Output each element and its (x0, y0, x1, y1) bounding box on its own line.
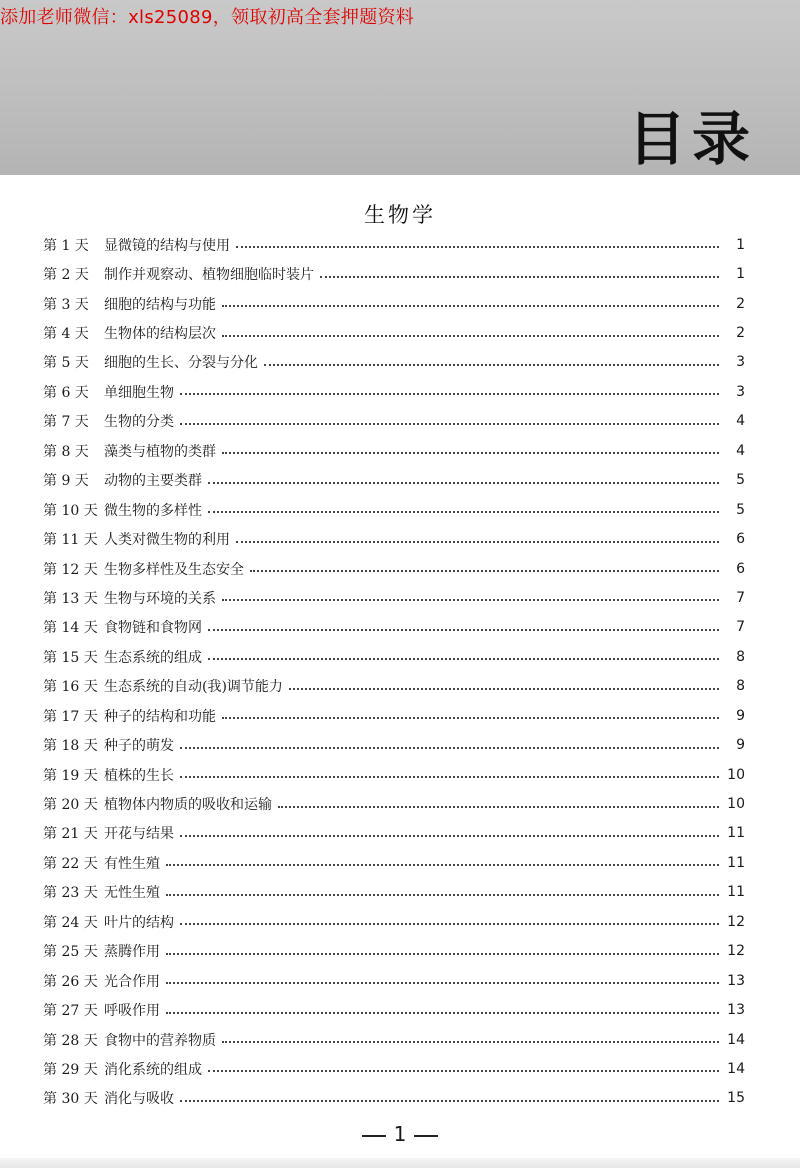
toc-topic: 呼吸作用 (104, 1003, 160, 1020)
toc-topic: 微生物的多样性 (104, 502, 202, 519)
toc-leader (222, 599, 719, 601)
toc-leader (208, 658, 719, 660)
toc-topic: 食物中的营养物质 (104, 1032, 216, 1049)
toc-day: 第 9 天 (43, 473, 89, 490)
toc-topic: 显微镜的结构与使用 (104, 237, 230, 254)
toc-topic: 种子的结构和功能 (104, 708, 216, 725)
toc-leader (222, 335, 719, 337)
toc-entry[interactable] (43, 995, 745, 1024)
toc-entry[interactable] (43, 407, 745, 436)
toc-leader (180, 747, 719, 749)
toc-page: 13 (727, 972, 745, 989)
toc-topic: 生物体的结构层次 (104, 326, 216, 343)
toc-leader (180, 835, 719, 837)
toc-entry[interactable] (43, 789, 745, 818)
toc-entry[interactable] (43, 1054, 745, 1083)
toc-page: 12 (727, 913, 745, 930)
toc-entry[interactable] (43, 701, 745, 730)
dash-left (362, 1135, 386, 1137)
toc-entry[interactable] (43, 730, 745, 759)
toc-day: 第 10 天 (43, 502, 98, 519)
toc-entry[interactable] (43, 848, 745, 877)
toc-page: 8 (736, 678, 745, 695)
toc-day: 第 24 天 (43, 914, 98, 931)
toc-entry[interactable] (43, 318, 745, 347)
toc-topic: 藻类与植物的类群 (104, 443, 216, 460)
toc-topic: 消化与吸收 (104, 1091, 174, 1108)
toc-day: 第 20 天 (43, 797, 98, 814)
toc-topic: 细胞的结构与功能 (104, 296, 216, 313)
toc-page: 11 (727, 854, 745, 871)
toc-leader (166, 953, 719, 955)
toc-leader (208, 511, 719, 513)
toc-entry[interactable] (43, 466, 745, 495)
toc-entry[interactable] (43, 495, 745, 524)
toc-page: 5 (736, 501, 745, 518)
toc-topic: 蒸腾作用 (104, 944, 160, 961)
toc-leader (208, 1070, 719, 1072)
toc-day: 第 6 天 (43, 384, 89, 401)
toc-leader (180, 776, 719, 778)
toc-leader (278, 806, 719, 808)
toc-topic: 单细胞生物 (104, 384, 174, 401)
toc-day: 第 19 天 (43, 767, 98, 784)
toc-page: 3 (736, 354, 745, 371)
toc-leader (264, 364, 719, 366)
toc-day: 第 15 天 (43, 649, 98, 666)
toc-day: 第 8 天 (43, 443, 89, 460)
toc-entry[interactable] (43, 1084, 745, 1113)
toc-entry[interactable] (43, 259, 745, 288)
toc-entry[interactable] (43, 436, 745, 465)
toc-topic: 生物的分类 (104, 414, 174, 431)
page-number (0, 1122, 800, 1146)
toc-page: 6 (736, 560, 745, 577)
toc-day: 第 30 天 (43, 1091, 98, 1108)
toc-day: 第 29 天 (43, 1061, 98, 1078)
toc-day: 第 4 天 (43, 326, 89, 343)
toc-topic: 有性生殖 (104, 855, 160, 872)
toc-day: 第 2 天 (43, 267, 89, 284)
section-title: 生物学 (364, 203, 436, 227)
toc-day: 第 27 天 (43, 1003, 98, 1020)
toc-entry[interactable] (43, 524, 745, 553)
toc-page: 15 (727, 1090, 745, 1107)
toc-day: 第 11 天 (43, 532, 98, 549)
toc-leader (180, 923, 719, 925)
toc-entry[interactable] (43, 907, 745, 936)
toc-entry[interactable] (43, 760, 745, 789)
toc-entry[interactable] (43, 966, 745, 995)
toc-entry[interactable] (43, 672, 745, 701)
toc-entry[interactable] (43, 878, 745, 907)
toc-page: 13 (727, 1002, 745, 1019)
toc-entry[interactable] (43, 348, 745, 377)
dash-right (414, 1135, 438, 1137)
toc-entry[interactable] (43, 377, 745, 406)
toc-leader (166, 982, 719, 984)
toc-leader (180, 393, 719, 395)
toc-entry[interactable] (43, 819, 745, 848)
toc-leader (166, 864, 719, 866)
toc-topic: 叶片的结构 (104, 914, 174, 931)
toc-topic: 植株的生长 (104, 767, 174, 784)
toc-day: 第 17 天 (43, 708, 98, 725)
toc-entry[interactable] (43, 230, 745, 259)
toc-leader (208, 482, 719, 484)
toc-page: 14 (727, 1031, 745, 1048)
toc-topic: 细胞的生长、分裂与分化 (104, 355, 258, 372)
toc-topic: 消化系统的组成 (104, 1061, 202, 1078)
toc-entry[interactable] (43, 554, 745, 583)
toc-day: 第 1 天 (43, 237, 89, 254)
toc-entry[interactable] (43, 613, 745, 642)
toc-page: 4 (736, 442, 745, 459)
toc-page: 8 (736, 648, 745, 665)
toc-page: 6 (736, 531, 745, 548)
toc-day: 第 22 天 (43, 855, 98, 872)
toc-day: 第 23 天 (43, 885, 98, 902)
toc-topic: 生物多样性及生态安全 (104, 561, 244, 578)
toc-leader (236, 246, 719, 248)
toc-page: 5 (736, 472, 745, 489)
toc-topic: 食物链和食物网 (104, 620, 202, 637)
toc-topic: 生态系统的组成 (104, 649, 202, 666)
toc-leader (236, 541, 719, 543)
toc-page: 7 (736, 589, 745, 606)
toc-entry[interactable] (43, 1025, 745, 1054)
toc-leader (222, 305, 719, 307)
toc-entry[interactable] (43, 583, 745, 612)
toc-page: 10 (727, 766, 745, 783)
toc-day: 第 21 天 (43, 826, 98, 843)
toc-page: 4 (736, 413, 745, 430)
toc-day: 第 26 天 (43, 973, 98, 990)
toc-day: 第 12 天 (43, 561, 98, 578)
bottom-edge (0, 1158, 800, 1168)
page-title: 目录 (627, 105, 756, 173)
toc-topic: 光合作用 (104, 973, 160, 990)
toc-entry[interactable] (43, 289, 745, 318)
toc-page: 7 (736, 619, 745, 636)
toc-leader (289, 688, 719, 690)
toc-page: 14 (727, 1060, 745, 1077)
toc-leader (222, 1041, 719, 1043)
toc-day: 第 7 天 (43, 414, 89, 431)
toc-topic: 生物与环境的关系 (104, 590, 216, 607)
toc-entry[interactable] (43, 937, 745, 966)
toc-topic: 种子的萌发 (104, 738, 174, 755)
toc-page: 1 (736, 266, 745, 283)
toc-entry[interactable] (43, 642, 745, 671)
toc-day: 第 28 天 (43, 1032, 98, 1049)
toc-page: 2 (736, 325, 745, 342)
toc-day: 第 3 天 (43, 296, 89, 313)
toc-page: 9 (736, 707, 745, 724)
toc-topic: 开花与结果 (104, 826, 174, 843)
toc-leader (180, 1100, 719, 1102)
toc-page: 3 (736, 383, 745, 400)
page-number-value: 1 (393, 1122, 407, 1146)
toc-topic: 动物的主要类群 (104, 473, 202, 490)
toc-page: 9 (736, 737, 745, 754)
toc-topic: 生态系统的自动(我)调节能力 (104, 679, 283, 696)
toc-leader (180, 423, 719, 425)
toc-leader (320, 276, 719, 278)
toc-day: 第 14 天 (43, 620, 98, 637)
toc-leader (222, 717, 719, 719)
toc-day: 第 18 天 (43, 738, 98, 755)
toc-page: 1 (736, 236, 745, 253)
toc-topic: 无性生殖 (104, 885, 160, 902)
ad-text: 添加老师微信：xls25089，领取初高全套押题资料 (0, 7, 415, 28)
table-of-contents (43, 230, 745, 1113)
toc-leader (222, 452, 719, 454)
toc-leader (166, 894, 719, 896)
toc-leader (250, 570, 719, 572)
toc-day: 第 5 天 (43, 355, 89, 372)
toc-day: 第 16 天 (43, 679, 98, 696)
toc-leader (208, 629, 719, 631)
toc-topic: 制作并观察动、植物细胞临时装片 (104, 267, 314, 284)
toc-leader (166, 1012, 719, 1014)
toc-day: 第 13 天 (43, 590, 98, 607)
toc-page: 2 (736, 295, 745, 312)
toc-page: 11 (727, 884, 745, 901)
toc-page: 12 (727, 943, 745, 960)
toc-day: 第 25 天 (43, 944, 98, 961)
toc-topic: 人类对微生物的利用 (104, 532, 230, 549)
toc-page: 10 (727, 796, 745, 813)
toc-topic: 植物体内物质的吸收和运输 (104, 797, 272, 814)
toc-page: 11 (727, 825, 745, 842)
